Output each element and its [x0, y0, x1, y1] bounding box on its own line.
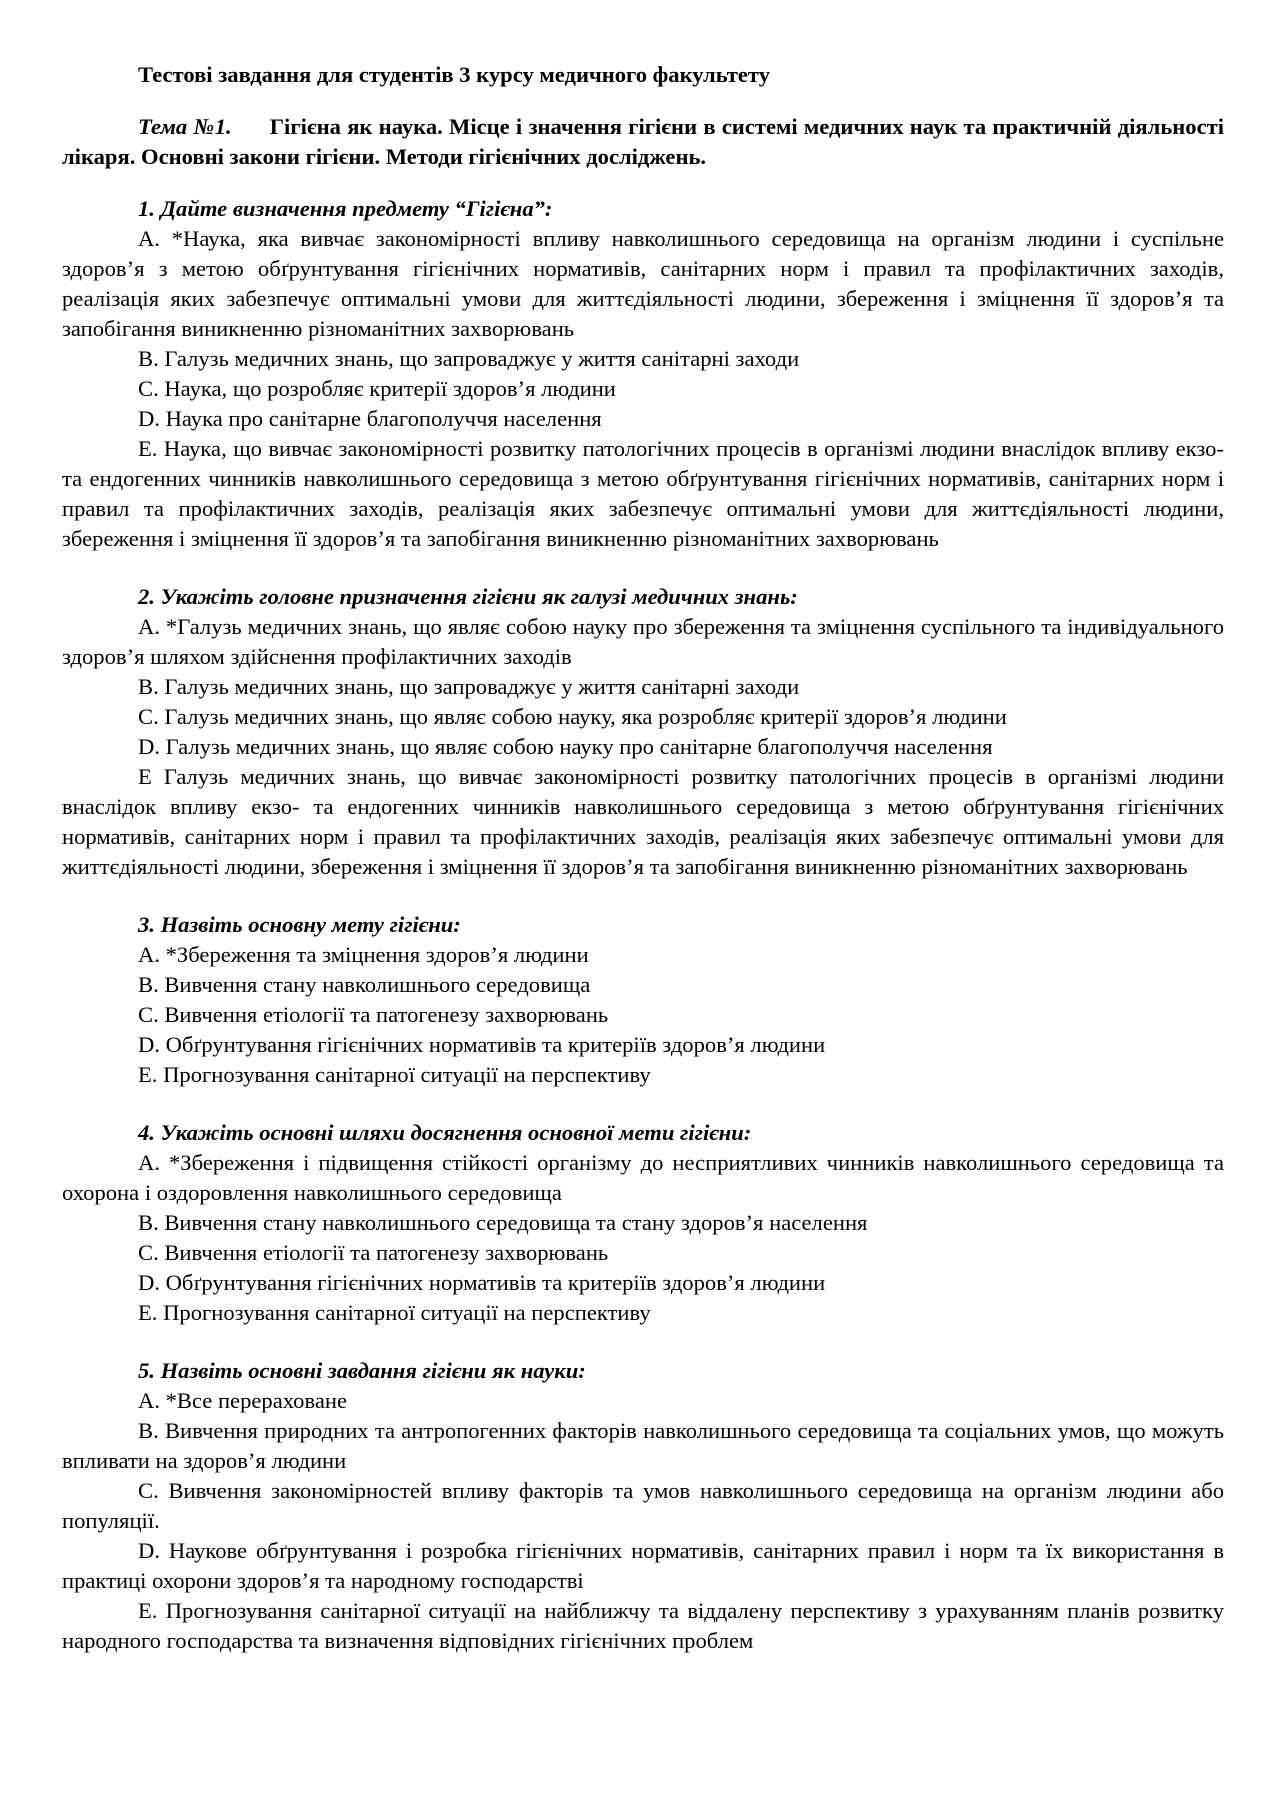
answer-option-d: D. Обґрунтування гігієнічних нормативів та критеріїв здоров’я людини — [138, 1032, 826, 1057]
question-1 — [62, 194, 1224, 554]
question-title: 1. Дайте визначення предмету “Гігієна”: — [138, 196, 553, 221]
answer-option-b: В. Вивчення стану навколишнього середовища — [138, 972, 591, 997]
question-title: 3. Назвіть основну мету гігієни: — [138, 912, 461, 937]
answer-option-d: D. Наука про санітарне благополуччя населення — [138, 406, 602, 431]
question-5 — [62, 1356, 1224, 1656]
answer-option-b: В. Вивчення стану навколишнього середовища та стану здоров’я населення — [138, 1210, 868, 1235]
document-title: Тестові завдання для студентів 3 курсу медичного факультету — [138, 62, 771, 87]
answer-option-d: D. Обґрунтування гігієнічних нормативів та критеріїв здоров’я людини — [138, 1270, 826, 1295]
question-2 — [62, 582, 1224, 882]
answer-option-d: D. Галузь медичних знань, що являє собою науку про санітарне благополуччя населення — [138, 734, 993, 759]
answer-option-e: Е. Прогнозування санітарної ситуації на перспективу — [138, 1062, 651, 1087]
answer-option-c: С. Галузь медичних знань, що являє собою науку, яка розробляє критерії здоров’я людини — [138, 704, 1007, 729]
answer-option-e: Е. Наука, що вивчає закономірності розвитку патологічних процесів в організмі людини внаслідок впливу екзо- та ендогенних чинників навколишнього середовища з метою обґрунтування гігієнічних нормативів, санітарних норм і правил та профілактичних заходів, реалізація яких забезпечує оптимальні умови для життєдіяльності людини, збереження і зміцнення її здоров’я та запобігання виникненню різноманітних захворювань — [62, 436, 1224, 551]
answer-option-a: А. *Все перераховане — [138, 1388, 347, 1413]
question-title: 2. Укажіть головне призначення гігієни як галузі медичних знань: — [138, 584, 798, 609]
answer-option-c: С. Вивчення закономірностей впливу факторів та умов навколишнього середовища на організм людини або популяції. — [62, 1478, 1224, 1533]
question-title: 5. Назвіть основні завдання гігієни як науки: — [138, 1358, 586, 1383]
answer-option-c: С. Вивчення етіології та патогенезу захворювань — [138, 1002, 609, 1027]
answer-option-c: С. Наука, що розробляє критерії здоров’я людини — [138, 376, 616, 401]
answer-option-a: А. *Збереження і підвищення стійкості організму до несприятливих чинників навколишнього середовища та охорона і оздоровлення навколишнього середовища — [62, 1150, 1224, 1205]
answer-option-e: Е Галузь медичних знань, що вивчає закономірності розвитку патологічних процесів в організмі людини внаслідок впливу екзо- та ендогенних чинників навколишнього середовища з метою обґрунтування гігієнічних нормативів, санітарних норм і правил та профілактичних заходів, реалізація яких забезпечує оптимальні умови для життєдіяльності людини, збереження і зміцнення її здоров’я та запобігання виникненню різноманітних захворювань — [62, 764, 1224, 879]
topic-heading — [62, 112, 1224, 172]
answer-option-e: Е. Прогнозування санітарної ситуації на перспективу — [138, 1300, 651, 1325]
answer-option-b: В. Галузь медичних знань, що запроваджує у життя санітарні заходи — [138, 346, 800, 371]
topic-text: Гігієна як наука. Місце і значення гігієни в системі медичних наук та практичній діяльності лікаря. Основні закони гігієни. Методи гігієнічних досліджень. — [62, 114, 1224, 169]
question-4 — [62, 1118, 1224, 1328]
answer-option-c: С. Вивчення етіології та патогенезу захворювань — [138, 1240, 609, 1265]
answer-option-a: А. *Наука, яка вивчає закономірності впливу навколишнього середовища на організм людини і суспільне здоров’я з метою обґрунтування гігієнічних нормативів, санітарних норм і правил та профілактичних заходів, реалізація яких забезпечує оптимальні умови для життєдіяльності людини, збереження і зміцнення її здоров’я та запобігання виникненню різноманітних захворювань — [62, 226, 1224, 341]
question-3 — [62, 910, 1224, 1090]
topic-label: Тема №1. — [138, 114, 232, 139]
answer-option-d: D. Наукове обґрунтування і розробка гігієнічних нормативів, санітарних правил і норм та їх використання в практиці охорони здоров’я та народному господарстві — [62, 1538, 1224, 1593]
question-title: 4. Укажіть основні шляхи досягнення основної мети гігієни: — [138, 1120, 752, 1145]
answer-option-e: Е. Прогнозування санітарної ситуації на найближчу та віддалену перспективу з урахуванням планів розвитку народного господарства та визначення відповідних гігієнічних проблем — [62, 1598, 1224, 1653]
answer-option-a: А. *Галузь медичних знань, що являє собою науку про збереження та зміцнення суспільного та індивідуального здоров’я шляхом здійснення профілактичних заходів — [62, 614, 1224, 669]
answer-option-b: В. Вивчення природних та антропогенних факторів навколишнього середовища та соціальних умов, що можуть впливати на здоров’я людини — [62, 1418, 1224, 1473]
answer-option-a: А. *Збереження та зміцнення здоров’я людини — [138, 942, 589, 967]
answer-option-b: В. Галузь медичних знань, що запроваджує у життя санітарні заходи — [138, 674, 800, 699]
document-page — [62, 60, 1224, 1684]
